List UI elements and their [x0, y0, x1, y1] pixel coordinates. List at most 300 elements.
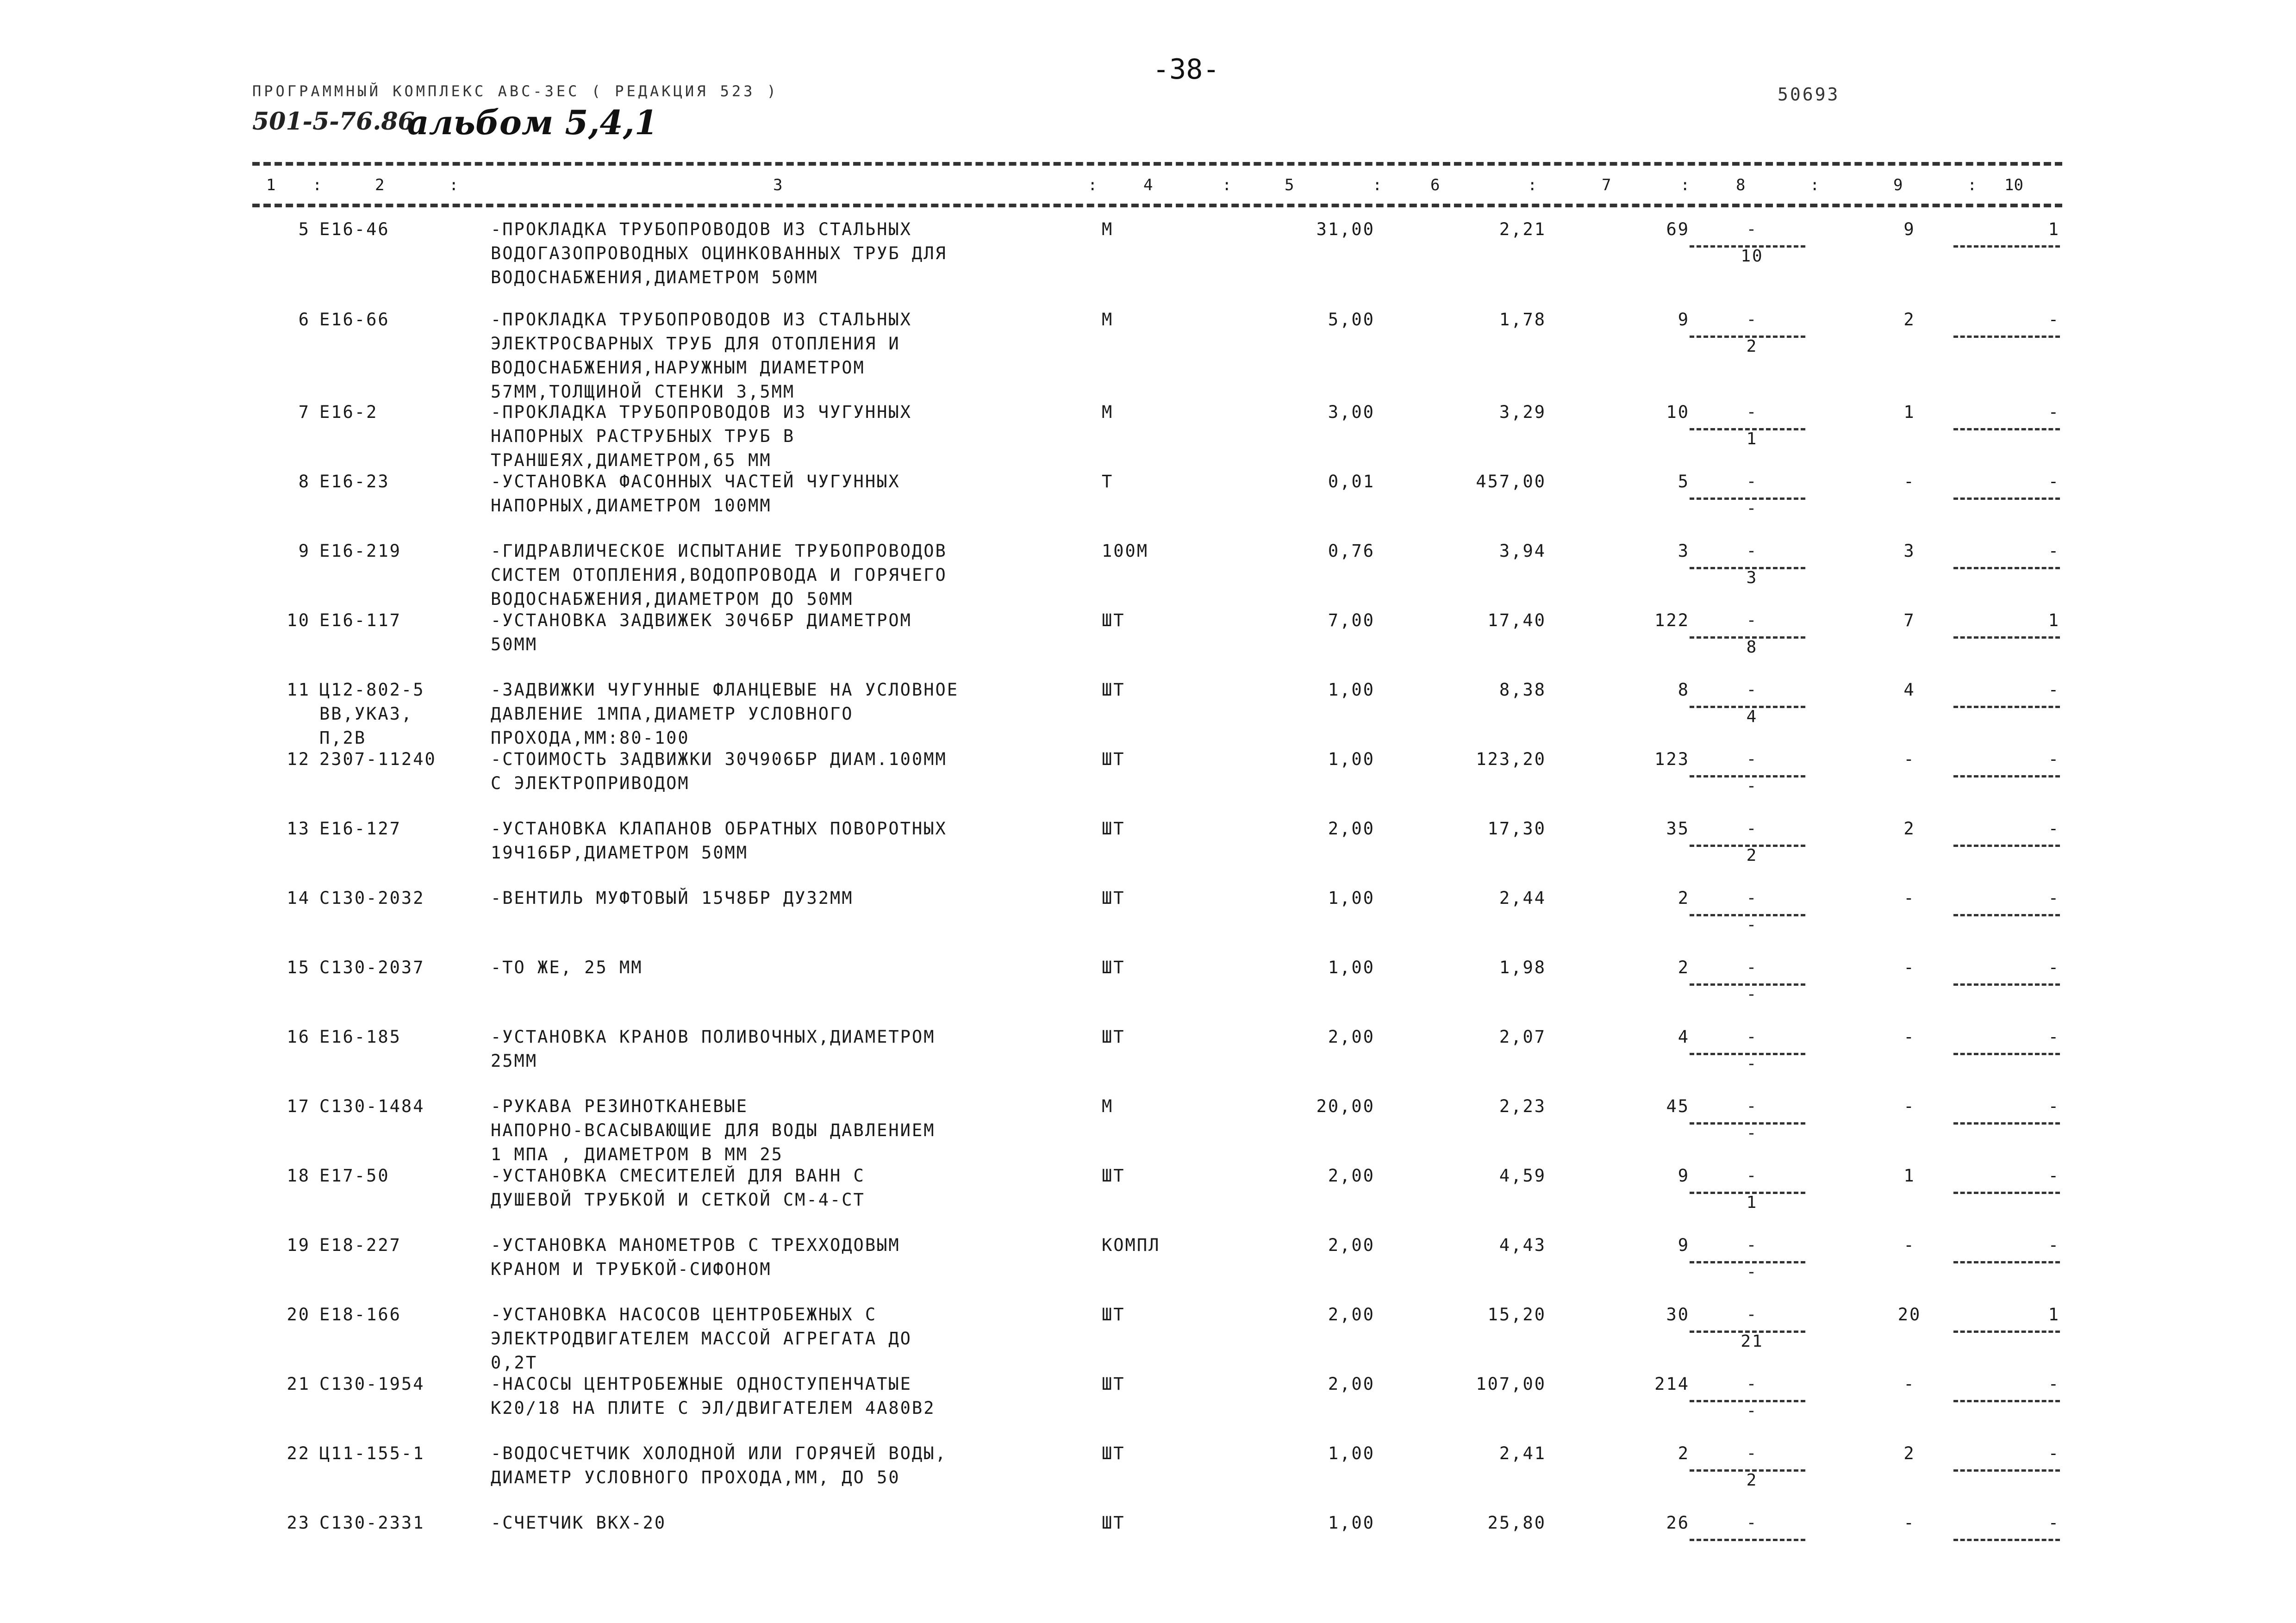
rate-code: Е16-46	[319, 219, 390, 239]
column-8-value: -	[1746, 403, 1758, 422]
column-9-value: -	[1903, 958, 1915, 977]
description-line: -СТОИМОСТЬ ЗАДВИЖКИ 30Ч906БР ДИАМ.100ММ	[491, 749, 947, 769]
table-row	[0, 1372, 2296, 1442]
unit-of-measure: ШТ	[1102, 1027, 1125, 1047]
column-10-rule	[1953, 497, 2060, 500]
unit-price: 1,98	[1499, 958, 1546, 977]
unit-of-measure: ШТ	[1102, 1513, 1125, 1533]
description-line: -РУКАВА РЕЗИНОТКАНЕВЫЕ	[491, 1096, 749, 1116]
column-8-cell	[1703, 1164, 1801, 1212]
column-10-value: -	[2048, 888, 2060, 908]
work-description	[491, 817, 1092, 865]
table-row	[0, 886, 2296, 956]
row-number: 7	[298, 402, 310, 422]
unit-of-measure: ШТ	[1102, 680, 1125, 700]
column-8-value: -	[1746, 310, 1758, 329]
unit-of-measure: ШТ	[1102, 1166, 1125, 1186]
row-number: 22	[287, 1443, 310, 1463]
quantity: 1,00	[1328, 749, 1375, 769]
header-rule	[252, 204, 2062, 207]
column-8-subvalue: -	[1746, 985, 1758, 1004]
work-description	[491, 1303, 1092, 1375]
column-10-value: -	[2048, 472, 2060, 491]
total-cost: 122	[1654, 610, 1690, 630]
column-8-subvalue: 2	[1746, 337, 1758, 356]
column-10-value: -	[2048, 1374, 2060, 1394]
table-row	[0, 609, 2296, 678]
description-line: КРАНОМ И ТРУБКОЙ-СИФОНОМ	[491, 1259, 772, 1279]
col-sep: :	[1680, 176, 1690, 194]
rate-code: Е16-66	[319, 310, 390, 330]
column-10-rule	[1953, 1122, 2060, 1125]
rate-code: Ц12-802-5 ВВ,УКАЗ, П,2В	[319, 680, 425, 748]
column-8-cell	[1703, 470, 1801, 518]
column-9-value: -	[1903, 1096, 1915, 1116]
description-line: -ЗАДВИЖКИ ЧУГУННЫЕ ФЛАНЦЕВЫЕ НА УСЛОВНОЕ	[491, 680, 959, 700]
table-row	[0, 1233, 2296, 1303]
table-row	[0, 1025, 2296, 1094]
estimate-table	[0, 218, 2296, 1557]
row-number: 10	[287, 610, 310, 630]
column-10-value: 1	[2048, 610, 2060, 630]
work-description	[491, 609, 1092, 657]
description-line: ВОДОСНАБЖЕНИЯ,НАРУЖНЫМ ДИАМЕТРОМ	[491, 358, 865, 378]
column-8-subvalue: 1	[1746, 429, 1758, 448]
column-10-rule	[1953, 1192, 2060, 1194]
work-description	[491, 400, 1092, 473]
column-8-rule	[1690, 636, 1805, 639]
column-9-value: 20	[1897, 1305, 1922, 1325]
column-8-rule	[1690, 1053, 1805, 1055]
column-9-value: -	[1903, 1374, 1915, 1394]
description-line: -ПРОКЛАДКА ТРУБОПРОВОДОВ ИЗ СТАЛЬНЫХ	[491, 219, 912, 239]
column-10-rule	[1953, 1539, 2060, 1541]
unit-price: 2,41	[1499, 1443, 1546, 1463]
quantity: 2,00	[1328, 819, 1375, 839]
column-10-value: -	[2048, 958, 2060, 977]
work-description	[491, 470, 1092, 518]
column-8-cell	[1703, 678, 1801, 726]
row-number: 13	[287, 819, 310, 839]
col-num: 10	[2004, 176, 2023, 194]
quantity: 2,00	[1328, 1305, 1375, 1325]
column-8-value: -	[1746, 680, 1758, 699]
col-num: 3	[773, 176, 783, 194]
column-8-subvalue: -	[1746, 1054, 1758, 1073]
column-10-value: -	[2048, 819, 2060, 839]
description-line: К20/18 НА ПЛИТЕ С ЭЛ/ДВИГАТЕЛЕМ 4А80В2	[491, 1398, 936, 1418]
description-line: НАПОРНЫХ,ДИАМЕТРОМ 100ММ	[491, 496, 772, 516]
total-cost: 45	[1666, 1096, 1690, 1116]
work-description	[491, 1233, 1092, 1281]
work-description	[491, 956, 1092, 980]
description-line: 1 МПА , ДИАМЕТРОМ В ММ 25	[491, 1144, 783, 1164]
description-line: НАПОРНЫХ РАСТРУБНЫХ ТРУБ В	[491, 426, 795, 446]
col-sep: :	[312, 176, 322, 194]
quantity: 0,01	[1328, 472, 1375, 491]
column-8-value: -	[1746, 889, 1758, 908]
rate-code: С130-2032	[319, 888, 425, 908]
table-row	[0, 817, 2296, 886]
column-9-value: 3	[1903, 541, 1915, 561]
unit-price: 3,29	[1499, 402, 1546, 422]
description-line: ПРОХОДА,ММ:80-100	[491, 728, 690, 748]
description-line: -УСТАНОВКА КРАНОВ ПОЛИВОЧНЫХ,ДИАМЕТРОМ	[491, 1027, 936, 1047]
unit-price: 17,30	[1487, 819, 1546, 839]
unit-price: 123,20	[1476, 749, 1546, 769]
column-8-value: -	[1746, 1097, 1758, 1116]
quantity: 0,76	[1328, 541, 1375, 561]
rate-code: Е16-23	[319, 472, 390, 491]
total-cost: 9	[1678, 1166, 1690, 1186]
description-line: ВОДОСНАБЖЕНИЯ,ДИАМЕТРОМ 50ММ	[491, 267, 818, 287]
column-10-value: -	[2048, 1096, 2060, 1116]
table-row	[0, 1442, 2296, 1511]
column-8-cell	[1703, 1442, 1801, 1490]
column-10-rule	[1953, 245, 2060, 248]
unit-price: 4,59	[1499, 1166, 1546, 1186]
description-line: 0,2Т	[491, 1353, 538, 1373]
col-sep: :	[1373, 176, 1382, 194]
column-10-rule	[1953, 1469, 2060, 1472]
description-line: -УСТАНОВКА МАНОМЕТРОВ С ТРЕХХОДОВЫМ	[491, 1235, 900, 1255]
unit-of-measure: ШТ	[1102, 749, 1125, 769]
column-10-value: 1	[2048, 219, 2060, 239]
col-sep: :	[1967, 176, 1977, 194]
work-description	[491, 539, 1092, 611]
column-9-value: 4	[1903, 680, 1915, 700]
column-8-value: -	[1746, 819, 1758, 838]
top-rule	[252, 162, 2062, 166]
program-header: ПРОГРАММНЫЙ КОМПЛЕКС АВС-ЗЕС ( РЕДАКЦИЯ 523 )	[252, 82, 779, 100]
column-10-value: -	[2048, 1235, 2060, 1255]
handwritten-code: 501-5-76.86	[252, 107, 415, 136]
column-8-subvalue: 2	[1746, 846, 1758, 865]
total-cost: 9	[1678, 310, 1690, 330]
table-row	[0, 1511, 2296, 1557]
description-line: -УСТАНОВКА ФАСОННЫХ ЧАСТЕЙ ЧУГУННЫХ	[491, 472, 900, 491]
unit-of-measure: ШТ	[1102, 1443, 1125, 1463]
column-8-cell	[1703, 218, 1801, 266]
column-9-value: 2	[1903, 1443, 1915, 1463]
col-num: 8	[1736, 176, 1746, 194]
col-num: 4	[1143, 176, 1153, 194]
column-8-subvalue: 8	[1746, 638, 1758, 657]
table-row	[0, 400, 2296, 470]
column-8-rule	[1690, 845, 1805, 847]
work-description	[491, 218, 1092, 290]
description-line: ЭЛЕКТРОДВИГАТЕЛЕМ МАССОЙ АГРЕГАТА ДО	[491, 1329, 912, 1349]
column-8-subvalue: 4	[1746, 707, 1758, 726]
unit-price: 3,94	[1499, 541, 1546, 561]
quantity: 1,00	[1328, 680, 1375, 700]
col-sep: :	[1810, 176, 1820, 194]
column-8-value: -	[1746, 750, 1758, 769]
col-num: 2	[375, 176, 385, 194]
total-cost: 2	[1678, 888, 1690, 908]
description-line: -УСТАНОВКА ЗАДВИЖЕК 30Ч6БР ДИАМЕТРОМ	[491, 610, 912, 630]
work-description	[491, 308, 1092, 404]
column-8-value: -	[1746, 220, 1758, 239]
column-8-cell	[1703, 1094, 1801, 1143]
total-cost: 10	[1666, 402, 1690, 422]
work-description	[491, 678, 1092, 750]
column-10-rule	[1953, 983, 2060, 986]
row-number: 20	[287, 1305, 310, 1325]
quantity: 1,00	[1328, 1443, 1375, 1463]
unit-price: 2,07	[1499, 1027, 1546, 1047]
column-10-value: -	[2048, 1166, 2060, 1186]
unit-price: 2,21	[1499, 219, 1546, 239]
column-9-value: -	[1903, 1513, 1915, 1533]
description-line: 57ММ,ТОЛЩИНОЙ СТЕНКИ 3,5ММ	[491, 382, 795, 402]
col-sep: :	[1088, 176, 1098, 194]
column-9-value: 1	[1903, 402, 1915, 422]
rate-code: 2307-11240	[319, 749, 437, 769]
quantity: 2,00	[1328, 1374, 1375, 1394]
column-10-rule	[1953, 1053, 2060, 1055]
description-line: -УСТАНОВКА СМЕСИТЕЛЕЙ ДЛЯ ВАНН С	[491, 1166, 865, 1186]
column-9-value: 7	[1903, 610, 1915, 630]
column-8-cell	[1703, 609, 1801, 657]
column-8-value: -	[1746, 1444, 1758, 1463]
table-row	[0, 539, 2296, 609]
quantity: 7,00	[1328, 610, 1375, 630]
column-8-subvalue: -	[1746, 1401, 1758, 1420]
column-8-rule	[1690, 497, 1805, 500]
column-10-value: -	[2048, 1443, 2060, 1463]
column-8-rule	[1690, 1331, 1805, 1333]
unit-of-measure: М	[1102, 1096, 1114, 1116]
total-cost: 8	[1678, 680, 1690, 700]
column-8-value: -	[1746, 1166, 1758, 1185]
unit-price: 15,20	[1487, 1305, 1546, 1325]
column-10-rule	[1953, 336, 2060, 338]
description-line: -ВОДОСЧЕТЧИК ХОЛОДНОЙ ИЛИ ГОРЯЧЕЙ ВОДЫ,	[491, 1443, 947, 1463]
column-8-value: -	[1746, 541, 1758, 560]
row-number: 11	[287, 680, 310, 700]
quantity: 1,00	[1328, 1513, 1375, 1533]
column-10-value: -	[2048, 1027, 2060, 1047]
column-8-subvalue: -	[1746, 1124, 1758, 1143]
column-8-rule	[1690, 1122, 1805, 1125]
quantity: 2,00	[1328, 1166, 1375, 1186]
row-number: 9	[298, 541, 310, 561]
column-8-subvalue: -	[1746, 1262, 1758, 1281]
description-line: -УСТАНОВКА НАСОСОВ ЦЕНТРОБЕЖНЫХ С	[491, 1305, 877, 1325]
work-description	[491, 747, 1092, 796]
unit-of-measure: ШТ	[1102, 958, 1125, 977]
description-line: ДУШЕВОЙ ТРУБКОЙ И СЕТКОЙ СМ-4-СТ	[491, 1190, 865, 1210]
work-description	[491, 886, 1092, 910]
quantity: 2,00	[1328, 1235, 1375, 1255]
row-number: 5	[298, 219, 310, 239]
column-8-rule	[1690, 1400, 1805, 1402]
unit-of-measure: КОМПЛ	[1102, 1235, 1160, 1255]
column-8-rule	[1690, 336, 1805, 338]
unit-of-measure: М	[1102, 402, 1114, 422]
column-8-value: -	[1746, 958, 1758, 977]
row-number: 12	[287, 749, 310, 769]
rate-code: Ц11-155-1	[319, 1443, 425, 1463]
column-8-value: -	[1746, 1027, 1758, 1046]
row-number: 15	[287, 958, 310, 977]
row-number: 6	[298, 310, 310, 330]
column-8-subvalue: 2	[1746, 1471, 1758, 1490]
rate-code: С130-1484	[319, 1096, 425, 1116]
column-10-rule	[1953, 1400, 2060, 1402]
column-10-value: -	[2048, 1513, 2060, 1533]
column-9-value: -	[1903, 472, 1915, 491]
description-line: -ГИДРАВЛИЧЕСКОЕ ИСПЫТАНИЕ ТРУБОПРОВОДОВ	[491, 541, 947, 561]
rate-code: Е16-127	[319, 819, 401, 839]
total-cost: 4	[1678, 1027, 1690, 1047]
column-8-value: -	[1746, 1513, 1758, 1532]
rate-code: Е18-227	[319, 1235, 401, 1255]
unit-price: 25,80	[1487, 1513, 1546, 1533]
rate-code: С130-2331	[319, 1513, 425, 1533]
description-line: -ВЕНТИЛЬ МУФТОВЫЙ 15Ч8БР ДУ32ММ	[491, 888, 854, 908]
description-line: ВОДОСНАБЖЕНИЯ,ДИАМЕТРОМ ДО 50ММ	[491, 589, 854, 609]
description-line: 19Ч16БР,ДИАМЕТРОМ 50ММ	[491, 843, 749, 863]
column-9-value: -	[1903, 888, 1915, 908]
column-8-rule	[1690, 1261, 1805, 1263]
rate-code: С130-1954	[319, 1374, 425, 1394]
table-row	[0, 1164, 2296, 1233]
column-8-subvalue: -	[1746, 499, 1758, 518]
unit-of-measure: ШТ	[1102, 1305, 1125, 1325]
unit-of-measure: М	[1102, 310, 1114, 330]
unit-of-measure: 100М	[1102, 541, 1149, 561]
unit-price: 17,40	[1487, 610, 1546, 630]
unit-price: 8,38	[1499, 680, 1546, 700]
column-10-rule	[1953, 1331, 2060, 1333]
column-8-cell	[1703, 539, 1801, 587]
column-10-rule	[1953, 567, 2060, 569]
description-line: СИСТЕМ ОТОПЛЕНИЯ,ВОДОПРОВОДА И ГОРЯЧЕГО	[491, 565, 947, 585]
total-cost: 35	[1666, 819, 1690, 839]
column-8-subvalue: 21	[1741, 1332, 1764, 1351]
total-cost: 9	[1678, 1235, 1690, 1255]
column-8-cell	[1703, 1372, 1801, 1420]
table-row	[0, 1303, 2296, 1372]
row-number: 16	[287, 1027, 310, 1047]
unit-of-measure: М	[1102, 219, 1114, 239]
column-10-value: -	[2048, 402, 2060, 422]
description-line: ДАВЛЕНИЕ 1МПА,ДИАМЕТР УСЛОВНОГО	[491, 704, 854, 724]
handwritten-album: альбом 5,4,1	[407, 103, 658, 142]
total-cost: 69	[1666, 219, 1690, 239]
col-num: 6	[1430, 176, 1440, 194]
col-sep: :	[1528, 176, 1537, 194]
row-number: 14	[287, 888, 310, 908]
column-8-cell	[1703, 1303, 1801, 1351]
col-num: 1	[266, 176, 276, 194]
quantity: 2,00	[1328, 1027, 1375, 1047]
work-description	[491, 1442, 1092, 1490]
description-line: -УСТАНОВКА КЛАПАНОВ ОБРАТНЫХ ПОВОРОТНЫХ	[491, 819, 947, 839]
total-cost: 30	[1666, 1305, 1690, 1325]
description-line: 50ММ	[491, 634, 538, 654]
column-8-rule	[1690, 1469, 1805, 1472]
col-num: 5	[1285, 176, 1294, 194]
table-row	[0, 747, 2296, 817]
column-9-value: 1	[1903, 1166, 1915, 1186]
column-8-cell	[1703, 1511, 1801, 1535]
unit-price: 457,00	[1476, 472, 1546, 491]
rate-code: Е16-2	[319, 402, 378, 422]
column-8-cell	[1703, 308, 1801, 356]
column-9-value: -	[1903, 749, 1915, 769]
total-cost: 3	[1678, 541, 1690, 561]
column-8-rule	[1690, 1192, 1805, 1194]
work-description	[491, 1372, 1092, 1420]
column-9-value: -	[1903, 1235, 1915, 1255]
column-8-rule	[1690, 567, 1805, 569]
quantity: 5,00	[1328, 310, 1375, 330]
column-8-subvalue: 3	[1746, 568, 1758, 587]
column-8-cell	[1703, 956, 1801, 1004]
column-8-rule	[1690, 245, 1805, 248]
column-10-rule	[1953, 914, 2060, 916]
row-number: 21	[287, 1374, 310, 1394]
column-8-rule	[1690, 775, 1805, 777]
quantity: 1,00	[1328, 958, 1375, 977]
col-sep: :	[1222, 176, 1232, 194]
description-line: ТРАНШЕЯХ,ДИАМЕТРОМ,65 ММ	[491, 450, 772, 470]
work-description	[491, 1511, 1092, 1535]
description-line: НАПОРНО-ВСАСЫВАЮЩИЕ ДЛЯ ВОДЫ ДАВЛЕНИЕМ	[491, 1120, 936, 1140]
table-row	[0, 470, 2296, 539]
work-description	[491, 1094, 1092, 1167]
column-8-rule	[1690, 428, 1805, 430]
column-8-cell	[1703, 1025, 1801, 1073]
col-num: 7	[1602, 176, 1611, 194]
column-8-cell	[1703, 747, 1801, 796]
rate-code: Е17-50	[319, 1166, 390, 1186]
unit-price: 2,23	[1499, 1096, 1546, 1116]
rate-code: Е16-219	[319, 541, 401, 561]
column-8-rule	[1690, 914, 1805, 916]
unit-of-measure: ШТ	[1102, 1374, 1125, 1394]
column-10-value: 1	[2048, 1305, 2060, 1325]
column-8-subvalue: -	[1746, 915, 1758, 934]
unit-price: 4,43	[1499, 1235, 1546, 1255]
description-line: 25ММ	[491, 1051, 538, 1071]
rate-code: С130-2037	[319, 958, 425, 977]
column-8-subvalue: 1	[1746, 1193, 1758, 1212]
work-description	[491, 1025, 1092, 1073]
table-row	[0, 1094, 2296, 1164]
row-number: 18	[287, 1166, 310, 1186]
table-row	[0, 308, 2296, 400]
document-number: 50693	[1778, 84, 1840, 105]
total-cost: 2	[1678, 958, 1690, 977]
column-10-rule	[1953, 706, 2060, 708]
column-8-value: -	[1746, 1305, 1758, 1324]
description-line: С ЭЛЕКТРОПРИВОДОМ	[491, 773, 690, 793]
column-10-value: -	[2048, 310, 2060, 330]
rate-code: Е16-185	[319, 1027, 401, 1047]
column-8-subvalue: -	[1746, 777, 1758, 796]
quantity: 31,00	[1316, 219, 1375, 239]
column-10-rule	[1953, 775, 2060, 777]
total-cost: 5	[1678, 472, 1690, 491]
column-8-rule	[1690, 983, 1805, 986]
total-cost: 214	[1654, 1374, 1690, 1394]
total-cost: 26	[1666, 1513, 1690, 1533]
column-8-cell	[1703, 817, 1801, 865]
